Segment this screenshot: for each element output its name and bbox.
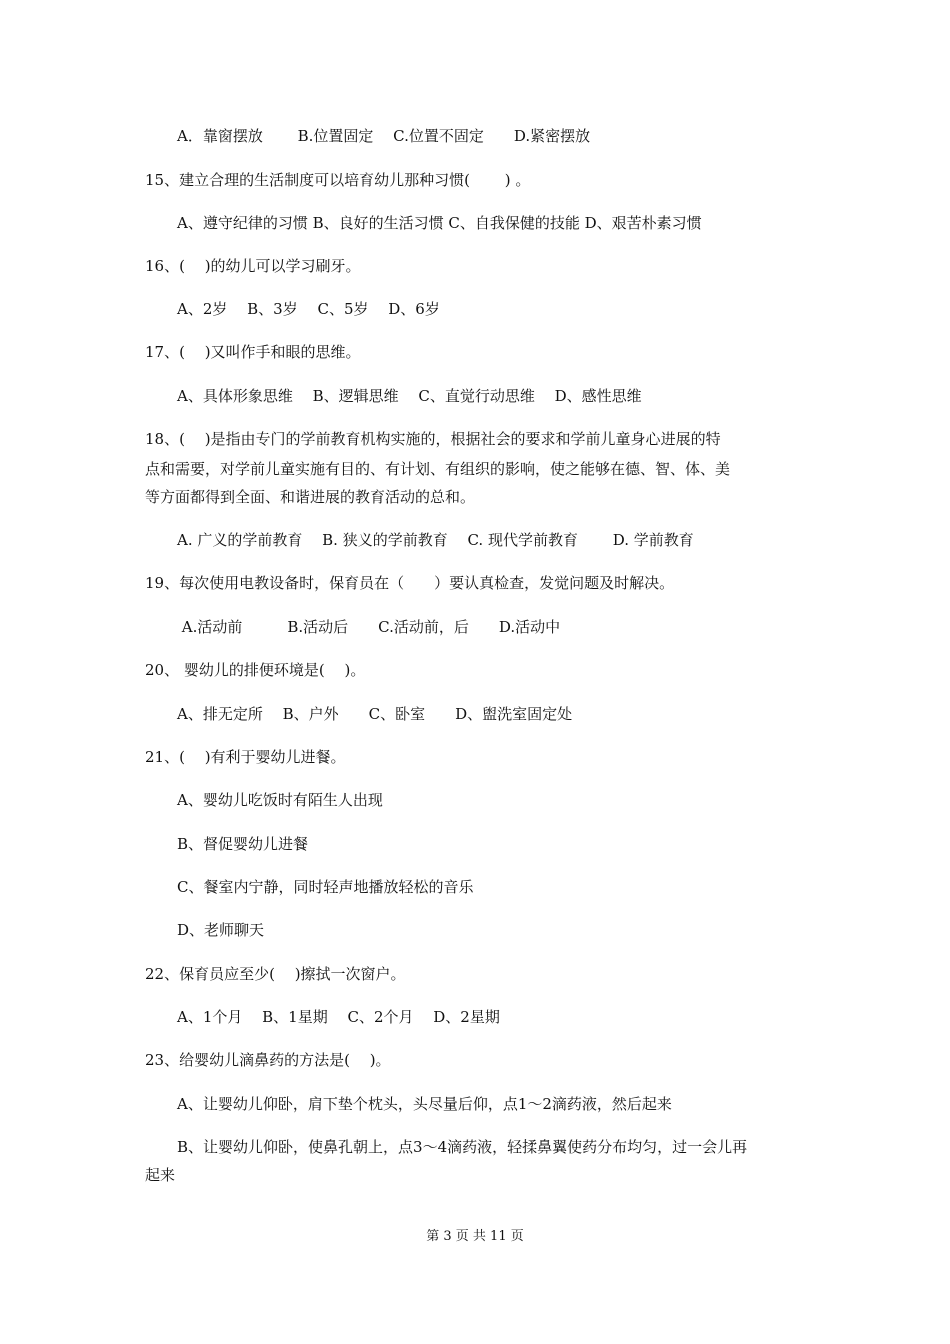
option-23-b-continued: 起来 [145,1166,176,1184]
option-line-14: A．靠窗摆放 B.位置固定 C.位置不固定 D.紧密摆放 [177,127,591,145]
options-16: A、2岁 B、3岁 C、5岁 D、6岁 [177,300,440,318]
options-18: A. 广义的学前教育 B. 狭义的学前教育 C. 现代学前教育 D. 学前教育 [177,531,694,549]
option-21-d: D、老师聊天 [177,921,265,939]
options-15: A、遵守纪律的习惯 B、良好的生活习惯 C、自我保健的技能 D、艰苦朴素习惯 [177,214,702,232]
question-16: 16、( )的幼儿可以学习刷牙。 [145,257,361,275]
option-21-c: C、餐室内宁静，同时轻声地播放轻松的音乐 [177,878,474,896]
option-23-a: A、让婴幼儿仰卧，肩下垫个枕头，头尽量后仰，点1～2滴药液，然后起来 [177,1095,672,1113]
question-18-continued-1: 点和需要，对学前儿童实施有目的、有计划、有组织的影响，使之能够在德、智、体、美 [145,460,731,478]
options-19: A.活动前 B.活动后 C.活动前，后 D.活动中 [177,618,561,636]
question-19: 19、每次使用电教设备时，保育员在（ ）要认真检查，发觉问题及时解决。 [145,574,675,592]
question-18: 18、( )是指由专门的学前教育机构实施的，根据社会的要求和学前儿童身心进展的特 [145,430,721,448]
option-21-b: B、督促婴幼儿进餐 [177,835,309,853]
page-footer: 第 3 页 共 11 页 [426,1229,524,1244]
question-21: 21、( )有利于婴幼儿进餐。 [145,748,346,766]
options-17: A、具体形象思维 B、逻辑思维 C、直觉行动思维 D、感性思维 [177,387,642,405]
question-23: 23、给婴幼儿滴鼻药的方法是( )。 [145,1051,391,1069]
question-15: 15、建立合理的生活制度可以培育幼儿那种习惯( ) 。 [145,171,531,189]
options-20: A、排无定所 B、户外 C、卧室 D、盥洗室固定处 [177,705,573,723]
options-22: A、1个月 B、1星期 C、2个月 D、2星期 [177,1008,500,1026]
option-21-a: A、婴幼儿吃饭时有陌生人出现 [177,791,383,809]
option-23-b: B、让婴幼儿仰卧，使鼻孔朝上，点3～4滴药液，轻揉鼻翼使药分布均匀，过一会儿再 [177,1138,748,1156]
question-17: 17、( )又叫作手和眼的思维。 [145,343,361,361]
question-20: 20、 婴幼儿的排便环境是( )。 [145,661,366,679]
question-18-continued-2: 等方面都得到全面、和谐进展的教育活动的总和。 [145,488,476,506]
question-22: 22、保育员应至少( )擦拭一次窗户。 [145,965,406,983]
